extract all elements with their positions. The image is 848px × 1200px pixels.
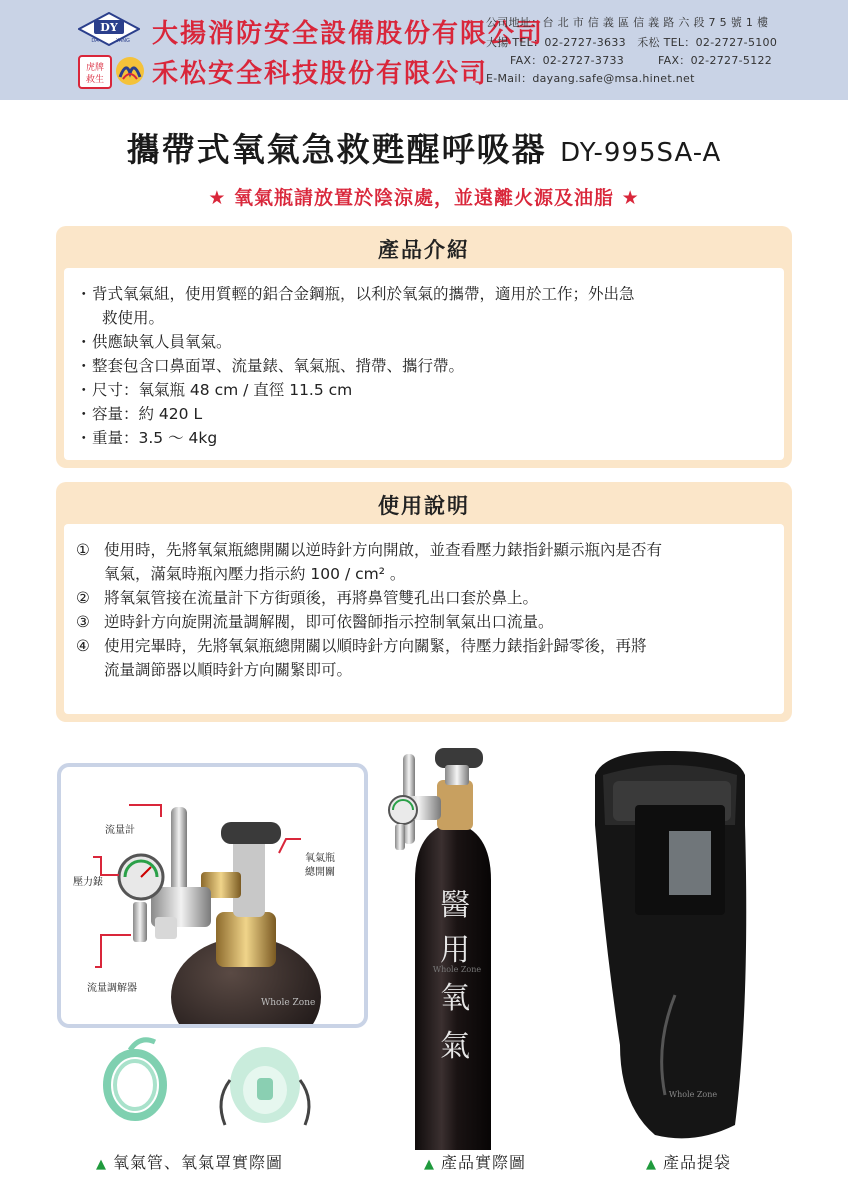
company-name-hesong: 禾松安全科技股份有限公司 xyxy=(152,59,489,89)
list-item: ・ 尺寸：氧氣瓶 48 cm / 直徑 11.5 cm xyxy=(76,381,353,399)
list-item: ① 使用時，先將氧氣瓶總開關以逆時針方向開啟，並查看壓力錶指針顯示瓶內是否有 xyxy=(76,541,663,559)
dy-logo-icon xyxy=(78,12,140,46)
list-item: ・ 重量：3.5 ～ 4kg xyxy=(76,429,218,447)
flow-regulator-callout: 流量調解器 xyxy=(87,983,137,994)
safety-warning: ★ 氧氣瓶請放置於陰涼處，並遠離火源及油脂 ★ xyxy=(208,187,640,209)
tube-and-mask-photo xyxy=(100,1030,330,1140)
dy-logo-text: DY xyxy=(100,21,118,34)
caption-product: ▲ 產品實際圖 xyxy=(424,1153,527,1172)
caption-tube-mask: ▲ 氧氣管、氧氣罩實際圖 xyxy=(96,1153,284,1172)
list-item: ・ 供應缺氧人員氧氣。 xyxy=(76,333,232,351)
list-item: ③ 逆時針方向旋開流量調解閥，即可依醫師指示控制氧氣出口流量。 xyxy=(76,613,554,631)
dy-logo-sub-right: YANG xyxy=(116,38,130,44)
caption-bag: ▲ 產品提袋 xyxy=(646,1153,732,1172)
list-item: 流量調節器以順時針方向關緊即可。 xyxy=(104,661,353,679)
tiger-brand-logo-icon xyxy=(78,55,112,89)
company-email[interactable]: E-Mail：dayang.safe@msa.hinet.net xyxy=(486,72,695,85)
hesong-logo-icon xyxy=(114,55,146,87)
company-header xyxy=(0,0,848,100)
usage-list xyxy=(64,524,784,682)
cylinder-label-2: 用 xyxy=(440,933,470,968)
cylinder-label-1: 醫 xyxy=(440,888,470,923)
carry-bag-photo xyxy=(585,745,755,1150)
company-fax: FAX：02-2727-3733 FAX：02-2727-5122 xyxy=(510,54,773,67)
dy-logo-sub-left: DA xyxy=(91,38,99,44)
svg-text:虎牌: 虎牌 xyxy=(85,63,105,73)
list-item: ・ 整套包含口鼻面罩、流量錶、氧氣瓶、揹帶、攜行帶。 xyxy=(76,357,465,375)
intro-list xyxy=(64,268,784,450)
pressure-gauge-callout: 壓力錶 xyxy=(73,877,103,888)
intro-section xyxy=(56,226,792,468)
cylinder-label-4: 氣 xyxy=(440,1029,470,1064)
watermark-text: Whole Zone xyxy=(261,998,316,1008)
intro-body xyxy=(64,268,784,460)
company-name-dayang: 大揚消防安全設備股份有限公司 xyxy=(152,19,545,49)
main-valve-callout-1: 氧氣瓶 xyxy=(305,853,335,864)
list-item: ④ 使用完畢時，先將氧氣瓶總開關以順時針方向關緊，待壓力錶指針歸零後，再將 xyxy=(76,637,647,655)
product-model: DY-995SA-A xyxy=(560,138,722,168)
regulator-photo-frame xyxy=(57,763,368,1028)
triangle-icon: ▲ xyxy=(424,1157,435,1172)
flow-meter-callout: 流量計 xyxy=(105,825,135,836)
list-item: ・ 容量：約 420 L xyxy=(76,405,203,423)
svg-text:救生: 救生 xyxy=(85,75,105,85)
watermark-text: Whole Zone xyxy=(668,1090,718,1099)
main-valve-callout-2: 總開關 xyxy=(305,867,335,878)
oxygen-cylinder-photo xyxy=(375,740,525,1150)
list-item: ・ 背式氧氣組，使用質輕的鋁合金鋼瓶，以利於氧氣的攜帶，適用於工作；外出急 xyxy=(76,285,635,303)
page-title xyxy=(0,124,848,171)
cylinder-label-3: 氧 xyxy=(440,981,470,1016)
intro-heading: 產品介紹 xyxy=(378,238,470,262)
usage-body xyxy=(64,524,784,714)
company-address: 公司地址：台 北 市 信 義 區 信 義 路 六 段 7 5 號 1 樓 xyxy=(486,16,769,29)
list-item: 氧氣，滿氣時瓶內壓力指示約 100 / cm² 。 xyxy=(104,565,406,583)
usage-section xyxy=(56,482,792,722)
product-name: 攜帶式氧氣急救甦醒呼吸器 xyxy=(126,130,547,169)
triangle-icon: ▲ xyxy=(96,1157,107,1172)
usage-heading: 使用說明 xyxy=(378,494,470,518)
list-item: 救使用。 xyxy=(102,309,165,327)
watermark-text: Whole Zone xyxy=(432,965,482,974)
company-tel: 大揚 TEL：02-2727-3633 禾松 TEL：02-2727-5100 xyxy=(486,36,778,49)
list-item: ② 將氧氣管接在流量計下方街頭後，再將鼻管雙孔出口套於鼻上。 xyxy=(76,589,539,607)
triangle-icon: ▲ xyxy=(646,1157,657,1172)
